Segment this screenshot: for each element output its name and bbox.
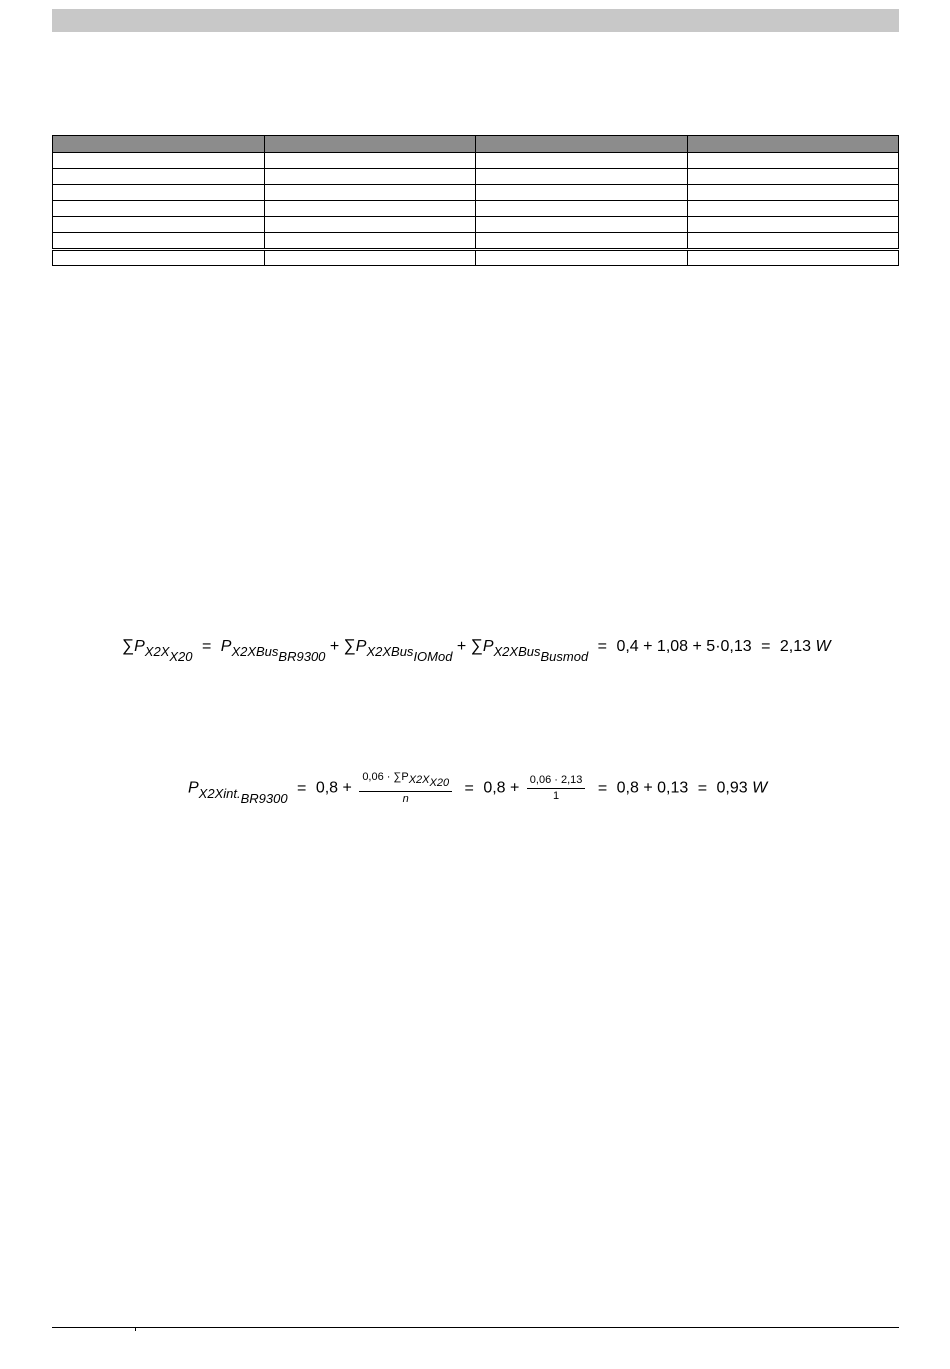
table-header-cell — [687, 136, 899, 153]
formula-internal-power: $P_{X2Xint._{BR9300}} = 0,8$ + $\frac{0,06 \cdot \sum P_{X2X_{X20}}}{n}$ = 0,8 + $\frac{0,06 \cdot 2,13}{1}$ = 0,8 + 0,13 = 0,93 W — [188, 771, 768, 806]
table-header-row — [53, 136, 899, 153]
table-header-cell — [476, 136, 688, 153]
table-header-cell — [53, 136, 265, 153]
footer-rule — [52, 1327, 899, 1328]
table-sum-row — [53, 250, 899, 266]
table-row — [53, 233, 899, 250]
fraction-1: $\frac{0,06 \cdot \sum P_{X2X_{X20}}}{n}$ — [359, 772, 452, 805]
footer-tick — [135, 1327, 136, 1331]
table-row — [53, 217, 899, 233]
data-table — [52, 135, 899, 266]
table-row — [53, 185, 899, 201]
table-row — [53, 169, 899, 185]
table-row — [53, 201, 899, 217]
table-row — [53, 153, 899, 169]
formula-power-sum: $\sum P_{X2X_{X20}} = P_{X2XBus_{BR9300}} + \sum P_{X2XBus_{IOMod}} + \sum P_{X2XBus_{Busmod}} = 0,4 + 1,08 + 5\cdot 0,13 = 2,13$ W — [122, 636, 831, 664]
table-header-cell — [264, 136, 476, 153]
header-bar — [52, 9, 899, 32]
fraction-2: $\frac{0,06 \cdot 2,13}{1}$ — [527, 775, 586, 802]
